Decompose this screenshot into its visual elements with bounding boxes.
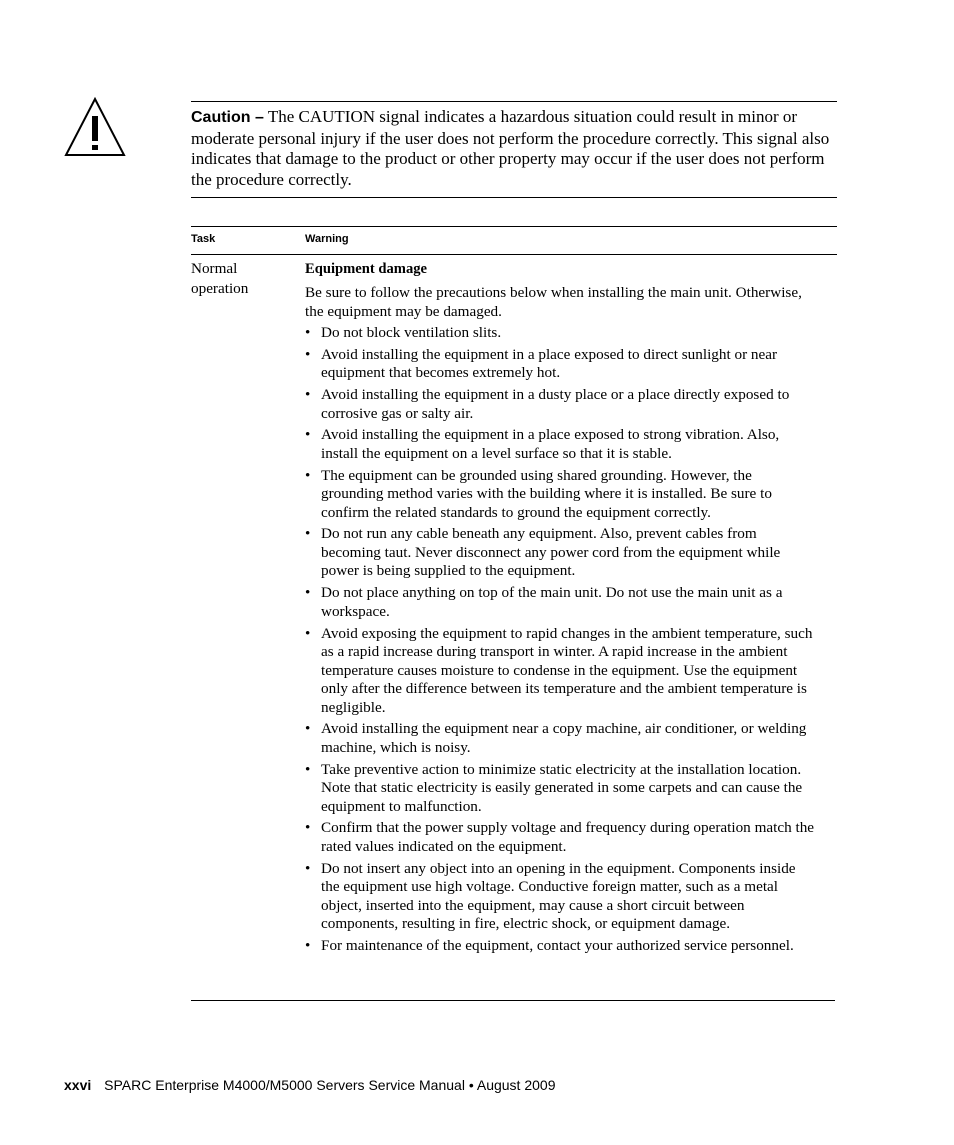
task-cell: Normal operation: [191, 260, 249, 297]
bullet-text: For maintenance of the equipment, contact your authorized service personnel.: [321, 937, 794, 955]
bullet-text: Avoid installing the equipment in a dusty place or a place directly exposed to corrosive gas or salty air.: [321, 386, 790, 422]
warning-bullet-item: [305, 386, 817, 423]
warning-bullet-item: [305, 625, 817, 718]
bullet-dot: •: [305, 386, 311, 404]
warning-cell: [305, 259, 817, 959]
warning-bullet-item: [305, 346, 817, 383]
manual-title: SPARC Enterprise M4000/M5000 Servers Service Manual: [104, 1077, 465, 1093]
page-number: xxvi: [64, 1077, 92, 1093]
publication-date: August 2009: [476, 1077, 556, 1093]
warning-bullet-item: [305, 525, 817, 581]
header-task: Task: [191, 233, 216, 245]
warning-bullet-item: [305, 720, 817, 757]
bullet-dot: •: [305, 324, 311, 341]
warning-bullet-item: [305, 937, 817, 956]
bullet-dot: •: [305, 426, 311, 444]
bullet-text: Avoid installing the equipment in a place exposed to direct sunlight or near equipment that becomes extremely hot.: [321, 345, 778, 382]
bullet-dot: •: [305, 624, 311, 642]
bullet-dot: •: [305, 584, 311, 602]
warning-intro: Be sure to follow the precautions below when installing the main unit. Otherwise, the equipment may be damaged.: [305, 284, 802, 320]
table-top-rule: [191, 226, 837, 227]
bullet-text: The equipment can be grounded using shared grounding. However, the grounding method varies with the building where it is installed. Be sure to confirm the related standards to ground the equipment correctly.: [321, 466, 772, 521]
warning-title: Equipment damage: [305, 261, 428, 277]
caution-label: Caution –: [191, 109, 264, 126]
warning-bullet-item: [305, 860, 817, 934]
bullet-text: Do not run any cable beneath any equipment. Also, prevent cables from becoming taut. Never disconnect any power cord from the equipment while power is being supplied to the equipment.: [321, 525, 781, 580]
warning-bullet-item: [305, 584, 817, 621]
table-bottom-rule: [191, 1000, 835, 1001]
bullet-text: Do not block ventilation slits.: [321, 324, 502, 341]
bullet-dot: •: [305, 937, 311, 955]
warning-triangle-icon: [64, 97, 126, 157]
warning-bullet-item: [305, 467, 817, 523]
caution-note: [191, 107, 831, 190]
warning-bullet-item: [305, 426, 817, 463]
bullet-text: Do not insert any object into an opening in the equipment. Components inside the equipment use high voltage. Conductive foreign matter, such as a metal object, inserted into the equipment, may cause a short circuit between components, resulting in fire, electric shock, or equipment damage.: [321, 859, 796, 933]
caution-bottom-rule: [191, 197, 837, 198]
caution-top-rule: [191, 101, 837, 102]
bullet-dot: •: [305, 819, 311, 837]
header-warning: Warning: [305, 233, 349, 245]
bullet-dot: •: [305, 720, 311, 738]
bullet-text: Avoid installing the equipment near a copy machine, air conditioner, or welding machine, which is noisy.: [321, 720, 807, 756]
table-header-rule: [191, 254, 837, 255]
warning-bullet-item: [305, 324, 817, 343]
bullet-text: Take preventive action to minimize static electricity at the installation location. Note that static electricity is easily generated in some carpets and can cause the equipment to malfunction.: [321, 760, 803, 815]
warning-bullet-list: [305, 324, 817, 956]
footer-separator: •: [468, 1077, 474, 1093]
bullet-dot: •: [305, 466, 311, 484]
bullet-dot: •: [305, 525, 311, 543]
bullet-text: Avoid installing the equipment in a place exposed to strong vibration. Also, install the equipment on a level surface so that it is stable.: [321, 426, 780, 462]
bullet-text: Confirm that the power supply voltage and frequency during operation match the rated values indicated on the equipment.: [321, 819, 815, 855]
bullet-dot: •: [305, 760, 311, 778]
bullet-dot: •: [305, 345, 311, 363]
bullet-text: Do not place anything on top of the main unit. Do not use the main unit as a workspace.: [321, 584, 783, 620]
warning-bullet-item: [305, 761, 817, 817]
warning-bullet-item: [305, 819, 817, 856]
bullet-text: Avoid exposing the equipment to rapid changes in the ambient temperature, such as a rapid increase during transport in winter. A rapid increase in the ambient temperature causes moisture to condense in the equipment. Use the equipment only after the difference between its temperature and the ambient temperature is negligible.: [321, 624, 813, 716]
caution-body: The CAUTION signal indicates a hazardous situation could result in minor or moderate personal injury if the user does not perform the procedure correctly. This signal also indicates that damage to the product or other property may occur if the user does not perform the procedure correctly.: [191, 107, 830, 189]
bullet-dot: •: [305, 859, 311, 877]
page-footer: [64, 1077, 555, 1093]
